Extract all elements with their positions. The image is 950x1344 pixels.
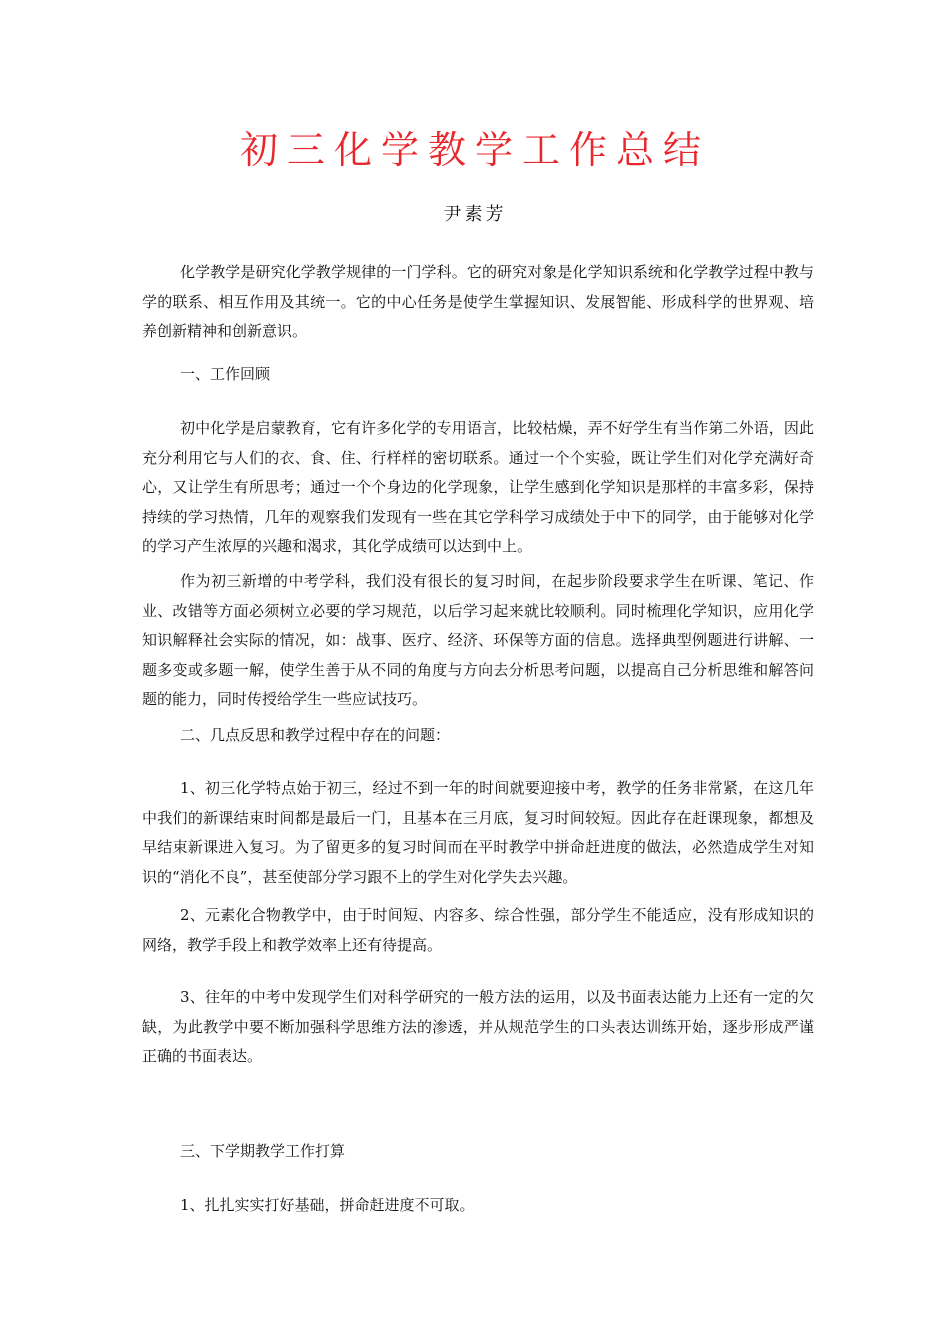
section-2-heading: 二、几点反思和教学过程中存在的问题： xyxy=(180,726,451,744)
intro-paragraph: 化学教学是研究化学教学规律的一门学科。它的研究对象是化学知识系统和化学教学过程中教与学的联系、相互作用及其统一。它的中心任务是使学生掌握知识、发展智能、形成科学的世界观、培养创新精神和创新意识。 xyxy=(142,263,814,340)
document-author: 尹素芳 xyxy=(443,204,507,225)
section-3-paragraph-1: 1、扎扎实实打好基础，拼命赶进度不可取。 xyxy=(180,1196,475,1214)
document-title: 初三化学教学工作总结 xyxy=(239,128,710,172)
section-1-paragraph-1: 初中化学是启蒙教育，它有许多化学的专用语言，比较枯燥，弄不好学生有当作第二外语，因此充分利用它与人们的衣、食、住、行样样的密切联系。通过一个个实验，既让学生们对化学充满好奇心，又让学生有所思考；通过一个个身边的化学现象，让学生感到化学知识是那样的丰富多彩，保持持续的学习热情，几年的观察我们发现有一些在其它学科学习成绩处于中下的同学，由于能够对化学的学习产生浓厚的兴趣和渴求，其化学成绩可以达到中上。 xyxy=(142,419,814,555)
section-1-paragraph-2: 作为初三新增的中考学科，我们没有很长的复习时间，在起步阶段要求学生在听课、笔记、作业、改错等方面必须树立必要的学习规范，以后学习起来就比较顺利。同时梳理化学知识，应用化学知识解释社会实际的情况，如：战事、医疗、经济、环保等方面的信息。选择典型例题进行讲解、一题多变或多题一解，使学生善于从不同的角度与方向去分析思考问题，以提高自己分析思维和解答问题的能力，同时传授给学生一些应试技巧。 xyxy=(142,572,814,708)
section-3-heading: 三、下学期教学工作打算 xyxy=(180,1142,346,1160)
section-2-paragraph-3: 3、往年的中考中发现学生们对科学研究的一般方法的运用，以及书面表达能力上还有一定的欠缺，为此教学中要不断加强科学思维方法的渗透，并从规范学生的口头表达训练开始，逐步形成严谨正确的书面表达。 xyxy=(142,988,814,1065)
section-2-paragraph-1: 1、初三化学特点始于初三，经过不到一年的时间就要迎接中考，教学的任务非常紧，在这几年中我们的新课结束时间都是最后一门，且基本在三月底，复习时间较短。因此存在赶课现象，都想及早结束新课进入复习。为了留更多的复习时间而在平时教学中拼命赶进度的做法，必然造成学生对知识的“消化不良”，甚至使部分学习跟不上的学生对化学失去兴趣。 xyxy=(142,779,814,886)
section-1-heading: 一、工作回顾 xyxy=(180,365,271,383)
section-2-paragraph-2: 2、元素化合物教学中，由于时间短、内容多、综合性强，部分学生不能适应，没有形成知识的网络，教学手段上和教学效率上还有待提高。 xyxy=(142,906,814,954)
